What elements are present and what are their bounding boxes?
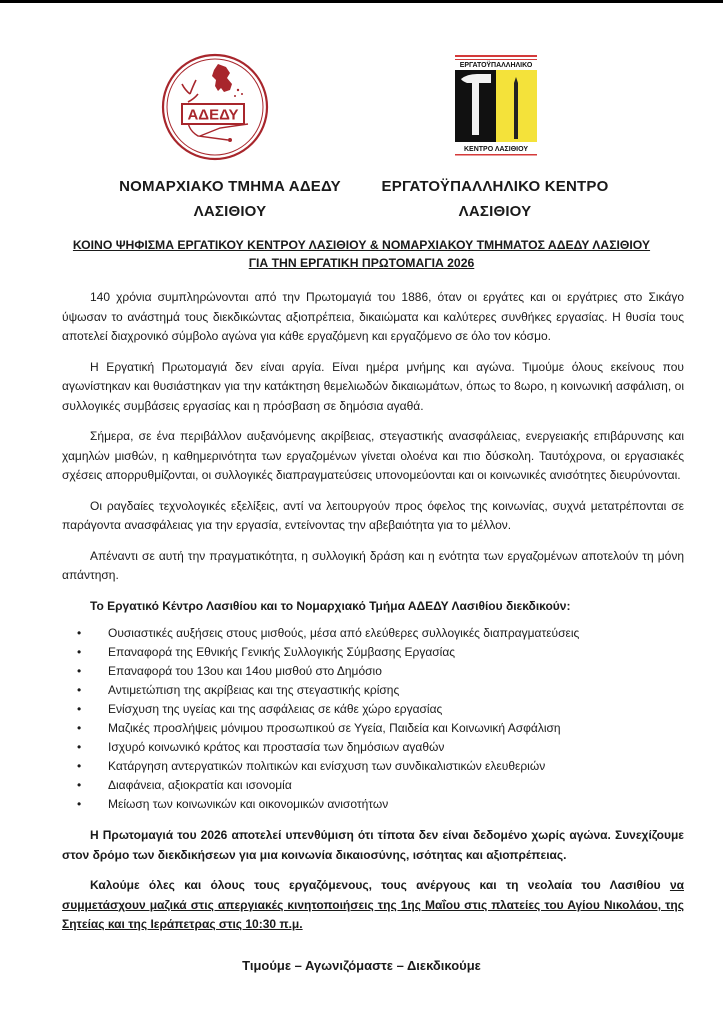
list-item: • Μαζικές προσλήψεις μόνιμου προσωπικού σε Υγεία, Παιδεία και Κοινωνική Ασφάλιση [93, 719, 684, 738]
list-item: • Επαναφορά της Εθνικής Γενικής Συλλογικής Σύμβασης Εργασίας [93, 643, 684, 662]
paragraph: Απέναντι σε αυτή την πραγματικότητα, η συλλογική δράση και η ενότητα των εργαζομένων αποτελούν τη μόνη απάντηση. [62, 548, 684, 582]
list-item: • Αντιμετώπιση της ακρίβειας και της στεγαστικής κρίσης [93, 681, 684, 700]
svg-text:ΑΔΕΔΥ: ΑΔΕΔΥ [187, 106, 239, 124]
list-item: • Μείωση των κοινωνικών και οικονομικών ανισοτήτων [93, 795, 684, 814]
call-details: να συμμετάσχουν μαζικά στις απεργιακές κινητοποιήσεις της 1ης Μαΐου στις πλατείες του Αγίου Νικολάου, της Σητείας και της Ιεράπετρας στις 10:30 π.μ. [62, 878, 684, 931]
paragraph: Η Εργατική Πρωτομαγιά δεν είναι αργία. Είναι ημέρα μνήμης και αγώνα. Τιμούμε όλους εκείνους που αγωνίστηκαν και θυσιάστηκαν για την κατάκτηση θεμελιωδών δικαιωμάτων, όπως το 8ωρο, η κοινωνική ασφάλιση, οι συλλογικές συμβάσεις εργασίας και η πρόσβαση σε δημόσια αγαθά. [62, 359, 684, 413]
adedy-logo [160, 52, 270, 162]
call-to-action [62, 876, 684, 935]
org-line-2: ΛΑΣΙΘΙΟΥ [458, 203, 532, 220]
demands-lead: Το Εργατικό Κέντρο Λασιθίου και το Νομαρχιακό Τμήμα ΑΔΕΔΥ Λασιθίου διεκδικούν: [90, 598, 571, 613]
demands-list [62, 624, 684, 814]
list-item: • Ισχυρό κοινωνικό κράτος και προστασία των δημόσιων αγαθών [93, 738, 684, 757]
closing-slogan: Τιμούμε – Αγωνιζόμαστε – Διεκδικούμε [242, 958, 481, 973]
document-title [40, 236, 683, 272]
ergatiko-kentro-logo [455, 55, 537, 157]
conclusion-paragraph: Η Πρωτομαγιά του 2026 αποτελεί υπενθύμιση ότι τίποτα δεν είναι δεδομένο χωρίς αγώνα. Συνεχίζουμε στον δρόμο των διεκδικήσεων για μια κοινωνία δικαιοσύνης, ισότητας και αξιοπρέπειας. [62, 828, 684, 862]
org-name-adedy [110, 174, 350, 224]
list-item: • Ουσιαστικές αυξήσεις στους μισθούς, μέσα από ελεύθερες συλλογικές διαπραγματεύσεις [93, 624, 684, 643]
org-line-1: ΝΟΜΑΡΧΙΑΚΟ ΤΜΗΜΑ ΑΔΕΔΥ [119, 178, 341, 195]
title-line-1: ΚΟΙΝΟ ΨΗΦΙΣΜΑ ΕΡΓΑΤΙΚΟΥ ΚΕΝΤΡΟΥ ΛΑΣΙΘΙΟΥ & ΝΟΜΑΡΧΙΑΚΟΥ ΤΜΗΜΑΤΟΣ ΑΔΕΔΥ ΛΑΣΙΘΙΟΥ [72, 238, 651, 252]
org-line-2: ΛΑΣΙΘΙΟΥ [193, 203, 267, 220]
paragraph: Οι ραγδαίες τεχνολογικές εξελίξεις, αντί να λειτουργούν προς όφελος της κοινωνίας, συχνά μετατρέπονται σε παράγοντα ανασφάλειας για την εργασία, εντείνοντας την αβεβαιότητα για το μέλλον. [62, 498, 684, 532]
list-item: • Επαναφορά του 13ου και 14ου μισθού στο Δημόσιο [93, 662, 684, 681]
list-item: • Διαφάνεια, αξιοκρατία και ισονομία [93, 776, 684, 795]
paragraph: Σήμερα, σε ένα περιβάλλον αυξανόμενης ακρίβειας, στεγαστικής ανασφάλειας, ενεργειακής επιβάρυνσης και χαμηλών μισθών, η καθημερινότητα των εργαζομένων γίνεται ολοένα και πιο δύσκολη. Ταυτόχρονα, οι εργασιακές σχέσεις απορρυθμίζονται, οι συλλογικές διαπραγματεύσεις υπονομεύονται και οι κοινωνικές ανισότητες διευρύνονται. [62, 429, 684, 482]
svg-text:ΕΡΓΑΤΟΫΠΑΛΛΗΛΙΚΟ: ΕΡΓΑΤΟΫΠΑΛΛΗΛΙΚΟ [459, 62, 533, 69]
svg-text:ΚΕΝΤΡΟ ΛΑΣΙΘΙΟΥ: ΚΕΝΤΡΟ ΛΑΣΙΘΙΟΥ [463, 146, 529, 153]
document-body [62, 288, 684, 946]
list-item: • Ενίσχυση της υγείας και της ασφάλειας σε κάθε χώρο εργασίας [93, 700, 684, 719]
paragraph: 140 χρόνια συμπληρώνονται από την Πρωτομαγιά του 1886, όταν οι εργάτες και οι εργάτριες στο Σικάγο ύψωσαν το ανάστημά τους διεκδικώντας αξιοπρέπεια, δικαιώματα και καλύτερες συνθήκες εργασίας. Η θυσία τους αποτελεί διαχρονικό σύμβολο αγώνα για κάθε εργαζόμενη και εργαζόμενο σε όλο τον κόσμο. [62, 290, 684, 343]
list-item: • Κατάργηση αντεργατικών πολιτικών και ενίσχυση των συνδικαλιστικών ελευθεριών [93, 757, 684, 776]
top-border [0, 0, 723, 3]
title-line-2: ΓΙΑ ΤΗΝ ΕΡΓΑΤΙΚΗ ΠΡΩΤΟΜΑΓΙΑ 2026 [248, 256, 475, 270]
org-line-1: ΕΡΓΑΤΟΫΠΑΛΛΗΛΙΚΟ ΚΕΝΤΡΟ [381, 178, 609, 195]
org-name-ergatiko [375, 174, 615, 224]
call-intro: Καλούμε όλες και όλους τους εργαζόμενους, τους ανέργους και τη νεολαία του Λασιθίου [90, 878, 670, 892]
